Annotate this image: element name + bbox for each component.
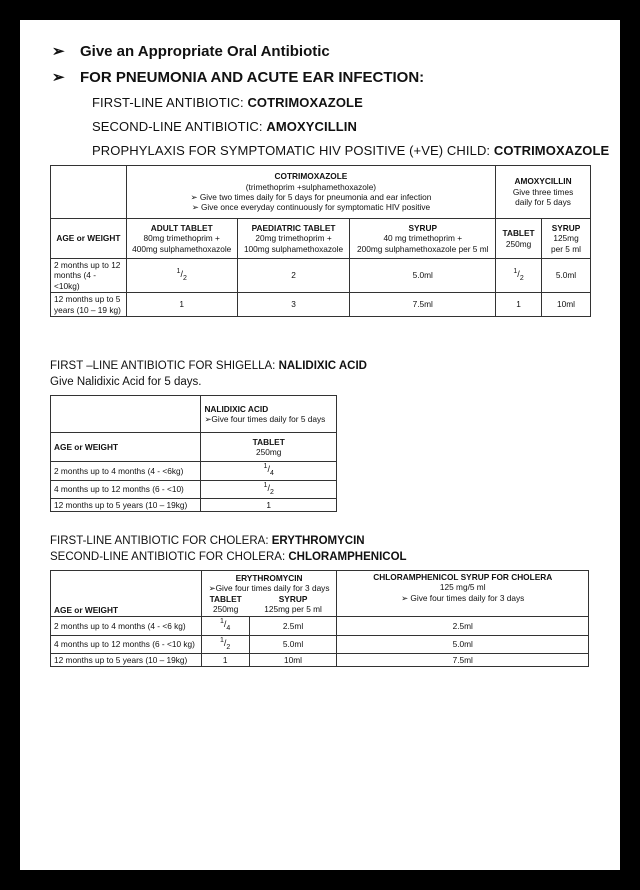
arrow-bullet-icon: ➢ xyxy=(208,583,216,594)
cholera-second-line: SECOND-LINE ANTIBIOTIC FOR CHOLERA: CHLORAMPHENICOL xyxy=(50,551,407,563)
table-row: 4 months up to 12 months (6 - <10 kg) $^1/_2$ 5.0ml 5.0ml xyxy=(51,635,589,654)
erythromycin-header: ERYTHROMYCIN ➢Give four times daily for 3 days TABLET 250mg SYRUP 125mg per 5 ml xyxy=(201,571,337,617)
cotrimoxazole-header: COTRIMOXAZOLE (trimethoprim +sulphamethoxazole) ➢ Give two times daily for 5 days for pneumonia and ear infection ➢ Give once everyday continuously for symptomatic HIV positive xyxy=(126,166,495,219)
age-header: AGE or WEIGHT xyxy=(51,433,201,462)
cholera-dosage-table xyxy=(50,570,589,667)
amox-tablet-header: TABLET 250mg xyxy=(496,219,542,259)
half-fraction: $^1/_2$ xyxy=(201,480,337,499)
table-row xyxy=(51,571,589,617)
table-row xyxy=(51,396,337,433)
table-row: 12 months up to 5 years (10 – 19kg) 1 10ml 7.5ml xyxy=(51,654,589,667)
bullet-pneumonia-heading: ➢ FOR PNEUMONIA AND ACUTE EAR INFECTION: xyxy=(52,69,425,86)
table-row: 2 months up to 4 months (4 - <6kg) $^1/_4$ xyxy=(51,462,337,481)
arrow-bullet-icon: ➢ xyxy=(52,69,65,86)
second-line-antibiotic: SECOND-LINE ANTIBIOTIC: AMOXYCILLIN xyxy=(92,119,357,134)
table-row xyxy=(51,219,591,259)
pneumonia-dosage-table xyxy=(50,165,591,317)
bullet-give-antibiotic: ➢ Give an Appropriate Oral Antibiotic xyxy=(52,43,330,60)
arrow-bullet-icon: ➢ xyxy=(191,202,201,213)
prophylaxis-line: PROPHYLAXIS FOR SYMPTOMATIC HIV POSITIVE (+VE) CHILD: COTRIMOXAZOLE xyxy=(92,143,610,158)
first-line-antibiotic: FIRST-LINE ANTIBIOTIC: COTRIMOXAZOLE xyxy=(92,95,363,110)
arrow-bullet-icon: ➢ xyxy=(401,592,411,603)
table-row: 4 months up to 12 months (6 - <10) $^1/_2$ xyxy=(51,480,337,499)
amox-syrup-header: SYRUP 125mg per 5 ml xyxy=(542,219,591,259)
half-fraction: $^1/_2$ xyxy=(201,635,249,654)
syrup-header: SYRUP 40 mg trimethoprim + 200mg sulphamethoxazole per 5 ml xyxy=(350,219,496,259)
arrow-bullet-icon: ➢ xyxy=(204,414,212,424)
age-header: AGE or WEIGHT xyxy=(51,219,127,259)
nalidixic-header: NALIDIXIC ACID ➢Give four times daily for 5 days xyxy=(201,396,337,433)
table-row xyxy=(51,166,591,219)
table-row: 2 months up to 4 months (4 - <6 kg) $^1/_4$ 2.5ml 2.5ml xyxy=(51,617,589,636)
age-cell: 12 months up to 5 years (10 – 19 kg) xyxy=(51,293,127,317)
table-row: 12 months up to 5 years (10 – 19 kg) 1 3 7.5ml 1 10ml xyxy=(51,293,591,317)
table-row: 2 months up to 12 months (4 - <10kg) $^1/_2$ 2 5.0ml $^1/_2$ 5.0ml xyxy=(51,259,591,293)
age-header: AGE or WEIGHT xyxy=(51,571,202,617)
shigella-instruction: Give Nalidixic Acid for 5 days. xyxy=(50,376,202,388)
table-row: 12 months up to 5 years (10 – 19kg) 1 xyxy=(51,499,337,512)
document-page xyxy=(20,20,620,870)
quarter-fraction: $^1/_4$ xyxy=(201,617,249,636)
arrow-bullet-icon: ➢ xyxy=(52,43,65,60)
half-fraction: $^1/_2$ xyxy=(126,259,237,293)
shigella-heading: FIRST –LINE ANTIBIOTIC FOR SHIGELLA: NALIDIXIC ACID xyxy=(50,360,367,372)
tablet-header: TABLET 250mg xyxy=(201,433,337,462)
cholera-first-line: FIRST-LINE ANTIBIOTIC FOR CHOLERA: ERYTHROMYCIN xyxy=(50,535,365,547)
arrow-bullet-icon: ➢ xyxy=(190,192,200,202)
chloramphenicol-header: CHLORAMPHENICOL SYRUP FOR CHOLERA 125 mg/5 ml ➢ Give four times daily for 3 days xyxy=(337,571,589,617)
quarter-fraction: $^1/_4$ xyxy=(201,462,337,481)
amoxycillin-header: AMOXYCILLIN Give three times daily for 5 days xyxy=(496,166,591,219)
table-row xyxy=(51,433,337,462)
half-fraction: $^1/_2$ xyxy=(496,259,542,293)
paediatric-tablet-header: PAEDIATRIC TABLET 20mg trimethoprim + 100mg sulphamethoxazole xyxy=(237,219,350,259)
age-cell: 2 months up to 12 months (4 - <10kg) xyxy=(51,259,127,293)
shigella-dosage-table xyxy=(50,395,337,512)
adult-tablet-header: ADULT TABLET 80mg trimethoprim + 400mg sulphamethoxazole xyxy=(126,219,237,259)
